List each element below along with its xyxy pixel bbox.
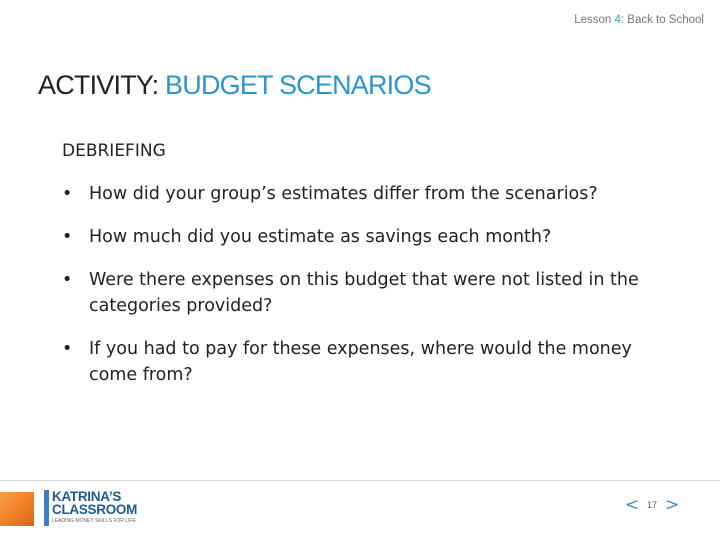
bullet-text: If you had to pay for these expenses, where would the money come from? bbox=[89, 339, 632, 385]
bullet-text: How much did you estimate as savings each month? bbox=[89, 227, 552, 247]
bullet-item bbox=[62, 224, 682, 250]
bullet-item bbox=[62, 181, 682, 207]
bullet-dot: • bbox=[62, 270, 73, 290]
bullet-list bbox=[62, 181, 682, 388]
slide-content bbox=[62, 141, 682, 405]
lesson-title: : Back to School bbox=[620, 14, 704, 26]
bullet-text: Were there expenses on this budget that were not listed in the categories provided? bbox=[89, 270, 639, 316]
page-number: 17 bbox=[647, 500, 658, 510]
bullet-item bbox=[62, 336, 682, 388]
bullet-dot: • bbox=[62, 339, 73, 359]
subheading: DEBRIEFING bbox=[62, 141, 166, 161]
bullet-item bbox=[62, 267, 682, 319]
previous-slide-button[interactable]: < bbox=[625, 495, 640, 515]
next-slide-button[interactable]: > bbox=[665, 495, 680, 515]
footer-divider bbox=[0, 480, 720, 481]
logo-line1: KATRINA’S bbox=[52, 489, 122, 504]
bullet-dot: • bbox=[62, 227, 73, 247]
lesson-number: 4 bbox=[614, 14, 621, 26]
title-highlight: BUDGET SCENARIOS bbox=[165, 70, 431, 100]
bullet-text: How did your group’s estimates differ from the scenarios? bbox=[89, 184, 598, 204]
slide-title bbox=[38, 70, 431, 101]
title-prefix: ACTIVITY: bbox=[38, 70, 166, 100]
logo-tagline: LEADING MONEY SKILLS FOR LIFE bbox=[52, 518, 136, 524]
lesson-label bbox=[574, 14, 704, 26]
logo-bar bbox=[44, 490, 49, 526]
logo-line2: CLASSROOM bbox=[52, 502, 138, 517]
bullet-dot: • bbox=[62, 184, 73, 204]
orange-accent-block bbox=[0, 492, 34, 526]
lesson-prefix: Lesson bbox=[574, 14, 615, 26]
